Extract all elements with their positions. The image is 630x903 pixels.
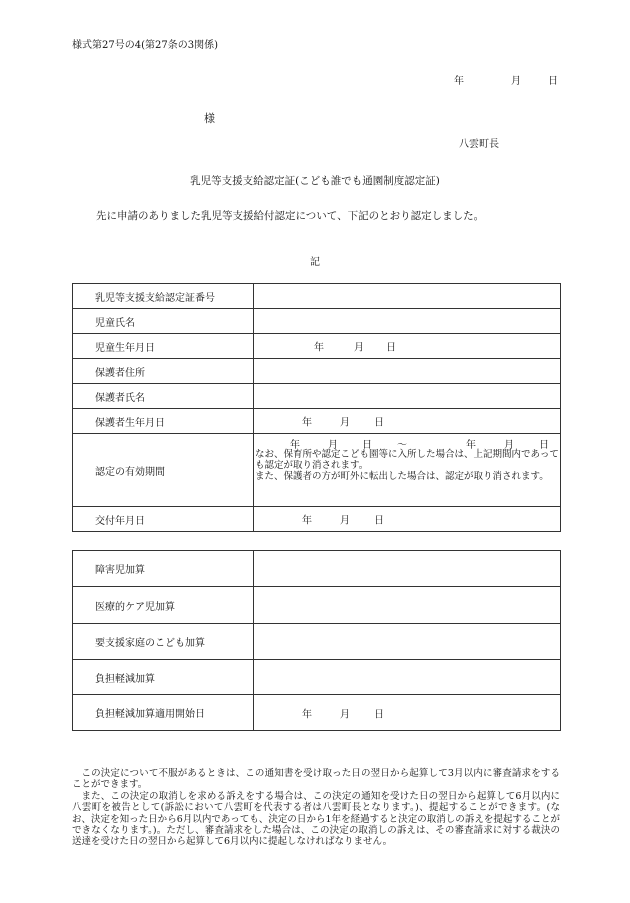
burden-reduction-start-date-value [254,695,561,731]
certificate-number-label: 乳児等支援支給認定証番号 [73,284,254,309]
guardian-birthdate-label: 保護者生年月日 [73,409,254,434]
intro-text: 先に申請のありました乳児等支援給付認定について、下記のとおり認定しました。 [96,210,485,222]
table-row [73,334,561,359]
medical-care-addition-value [254,587,561,624]
support-family-addition-label: 要支援家庭のこども加算 [73,624,254,660]
table-row [73,695,561,731]
year-unit: 年 [466,440,476,451]
document-title: 乳児等支援支給認定証(こども誰でも通園制度認定証) [190,175,440,187]
validity-period-value [254,434,561,507]
issue-date-day-unit: 日 [548,76,558,87]
form-number: 様式第27号の4(第27条の3関係) [72,40,218,51]
table-row [73,359,561,384]
validity-period-label: 認定の有効期間 [73,434,254,507]
appeal-notice [72,768,560,848]
table-row [73,409,561,434]
disability-addition-label: 障害児加算 [73,551,254,587]
table-row [73,507,561,532]
recipient-honorific: 様 [204,112,215,125]
table-row [73,384,561,409]
table-row [73,587,561,624]
burden-reduction-start-date-label: 負担軽減加算適用開始日 [73,695,254,731]
day-unit: 日 [539,440,549,451]
burden-reduction-addition-label: 負担軽減加算 [73,660,254,695]
guardian-birthdate-value [254,409,561,434]
day-unit: 日 [374,515,384,527]
issue-date-year-unit: 年 [454,76,464,87]
cancellation-note-nursery: なお、保育所や認定こども園等に入所した場合は、上記期間内であっても認定が取り消されます。 [255,449,559,471]
guardian-name-label: 保護者氏名 [73,384,254,409]
table-row [73,434,561,507]
month-unit: 月 [340,417,350,429]
ki-heading: 記 [310,257,320,268]
child-name-label: 児童氏名 [73,309,254,334]
validity-period-range [254,436,560,449]
month-unit: 月 [504,440,514,451]
table-row [73,624,561,660]
child-birthdate-label: 児童生年月日 [73,334,254,359]
guardian-address-label: 保護者住所 [73,359,254,384]
child-name-value [254,309,561,334]
table-row [73,660,561,695]
issue-date-value [254,507,561,532]
month-unit: 月 [340,709,350,720]
certificate-number-value [254,284,561,309]
issue-date-label: 交付年月日 [73,507,254,532]
medical-care-addition-label: 医療的ケア児加算 [73,587,254,624]
year-unit: 年 [302,417,312,429]
appeal-notice-paragraph-1: この決定について不服があるときは、この通知書を受け取った日の翌日から起算して3月以内に審査請求をすることができます。 [72,768,560,791]
table-row [73,284,561,309]
year-unit: 年 [314,342,324,354]
certification-table [72,283,561,532]
day-unit: 日 [362,440,372,451]
table-row [73,309,561,334]
year-unit: 年 [302,515,312,527]
day-unit: 日 [374,417,384,429]
year-unit: 年 [290,440,300,451]
child-birthdate-value [254,334,561,359]
tilde-separator: ～ [397,440,407,451]
table-row [73,551,561,587]
additions-table [72,550,561,731]
guardian-address-value [254,359,561,384]
day-unit: 日 [386,342,396,354]
support-family-addition-value [254,624,561,660]
month-unit: 月 [354,342,364,354]
issue-date-month-unit: 月 [511,76,521,87]
month-unit: 月 [328,440,338,451]
day-unit: 日 [374,709,384,720]
appeal-notice-paragraph-2: また、この決定の取消しを求める訴えをする場合は、この決定の通知を受けた日の翌日から起算して6月以内に八雲町を被告として(訴訟において八雲町を代表する者は八雲町長となります。)、提起することができます。(なお、決定を知った日から6月以内であっても、決定の日から1年を経過すると決定の取消しの訴えを提起することができなくなります。)。ただし、審査請求をした場合は、この決定の取消しの訴えは、その審査請求に対する裁決の送達を受けた日の翌日から起算して6月以内に提起しなければなりません。 [72,790,560,848]
burden-reduction-addition-value [254,660,561,695]
issuer-name: 八雲町長 [459,139,499,150]
guardian-name-value [254,384,561,409]
disability-addition-value [254,551,561,587]
cancellation-note-moveout: また、保護者の方が町外に転出した場合は、認定が取り消されます。 [255,471,549,482]
year-unit: 年 [302,709,312,720]
month-unit: 月 [340,515,350,527]
